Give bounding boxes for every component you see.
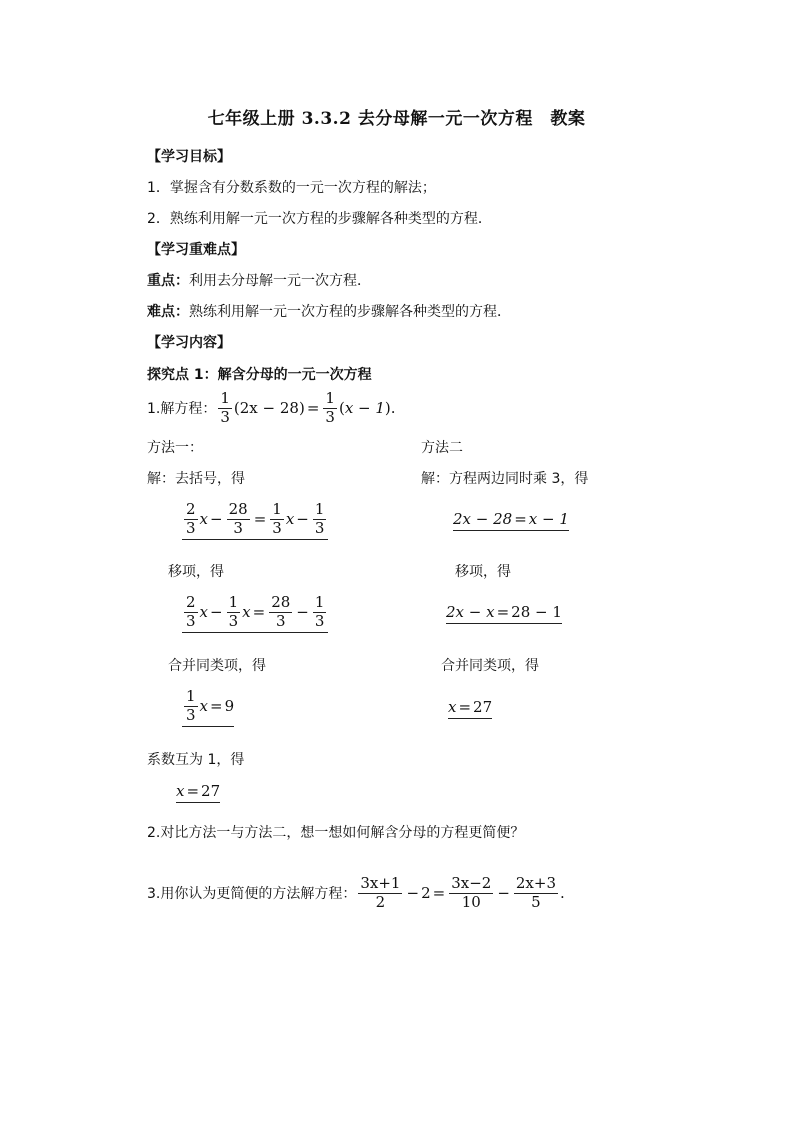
method-2-step-1: 解：方程两边同时乘 3，得 <box>421 471 589 487</box>
fraction: $\frac{1}{3}$ <box>314 500 325 537</box>
problem-1-equation: $\frac{1}{3}$ ( 2x − 28 ) = $\frac{1}{3}$ ( x − 1 ) . <box>220 389 396 426</box>
method-2-equation-1: 2x − 28 = x − 1 <box>453 509 569 531</box>
problem-2: 2.对比方法一与方法二，想一想如何解含分母的方程更简便？ <box>147 825 525 841</box>
fraction: $\frac{2}{3}$ <box>186 593 196 630</box>
method-2-step-3: 合并同类项，得 <box>441 658 539 674</box>
explore-title: 探究点 1：解含分母的一元一次方程 <box>147 367 372 383</box>
fraction: $\frac{1}{3}$ <box>186 687 196 724</box>
problem-3-equation: $\frac{3x+1}{2}$ − 2 = $\frac{3x-2}{10}$ − $\frac{2x+3}{5}$ . <box>360 874 565 911</box>
key-point-line <box>147 270 371 290</box>
key-point-text: 利用去分母解一元一次方程． <box>189 273 371 289</box>
method-1-step-1: 解：去括号，得 <box>147 471 245 487</box>
problem-3-prompt: 3.用你认为更简便的方法解方程： <box>147 886 357 903</box>
goal-2: 2．熟练利用解一元一次方程的步骤解各种类型的方程． <box>147 211 492 227</box>
fraction: $\frac{3x-2}{10}$ <box>451 874 492 911</box>
method-1-equation-1: $\frac{2}{3}$ x − $\frac{28}{3}$ = $\frac{1}{3}$ x − $\frac{1}{3}$ <box>182 499 328 540</box>
method-2-step-2: 移项，得 <box>455 564 511 580</box>
problem-1 <box>147 391 396 426</box>
goals-heading: 【学习目标】 <box>147 149 231 165</box>
method-1-equation-4: x = 27 <box>176 781 220 803</box>
fraction: $\frac{3x+1}{2}$ <box>360 874 401 911</box>
page-title: 七年级上册 3.3.2 去分母解一元一次方程 教案 <box>207 109 586 129</box>
difficulty-text: 熟练利用解一元一次方程的步骤解各种类型的方程． <box>189 304 511 320</box>
method-1-step-3: 合并同类项，得 <box>168 658 266 674</box>
fraction: $\frac{1}{3}$ <box>314 593 325 630</box>
difficulty-label: 难点： <box>147 304 189 320</box>
fraction: $\frac{28}{3}$ <box>271 593 291 630</box>
method-1-equation-3: $\frac{1}{3}$ x = 9 <box>182 686 234 727</box>
fraction: $\frac{1}{3}$ <box>325 389 335 426</box>
method-2-label: 方法二 <box>421 440 463 456</box>
key-points-heading: 【学习重难点】 <box>147 242 245 258</box>
key-point-label: 重点： <box>147 273 189 289</box>
method-2-equation-2: 2x − x = 28 − 1 <box>446 602 562 624</box>
method-1-step-2: 移项，得 <box>168 564 224 580</box>
fraction: $\frac{1}{3}$ <box>228 593 239 630</box>
problem-3 <box>147 876 565 911</box>
fraction: $\frac{1}{3}$ <box>220 389 230 426</box>
goal-1: 1．掌握含有分数系数的一元一次方程的解法； <box>147 180 436 196</box>
method-2-equation-3: x = 27 <box>448 697 492 719</box>
method-1-step-4: 系数互为 1，得 <box>147 752 245 768</box>
fraction: $\frac{2x+3}{5}$ <box>515 874 557 911</box>
problem-1-prompt: 1.解方程： <box>147 401 217 418</box>
fraction: $\frac{1}{3}$ <box>272 500 282 537</box>
difficulty-line <box>147 301 511 321</box>
method-1-equation-2: $\frac{2}{3}$ x − $\frac{1}{3}$ x = $\frac{28}{3}$ − $\frac{1}{3}$ <box>182 592 328 633</box>
fraction: $\frac{2}{3}$ <box>186 500 196 537</box>
fraction: $\frac{28}{3}$ <box>228 500 248 537</box>
method-1-label: 方法一： <box>147 440 203 456</box>
content-heading: 【学习内容】 <box>147 335 231 351</box>
